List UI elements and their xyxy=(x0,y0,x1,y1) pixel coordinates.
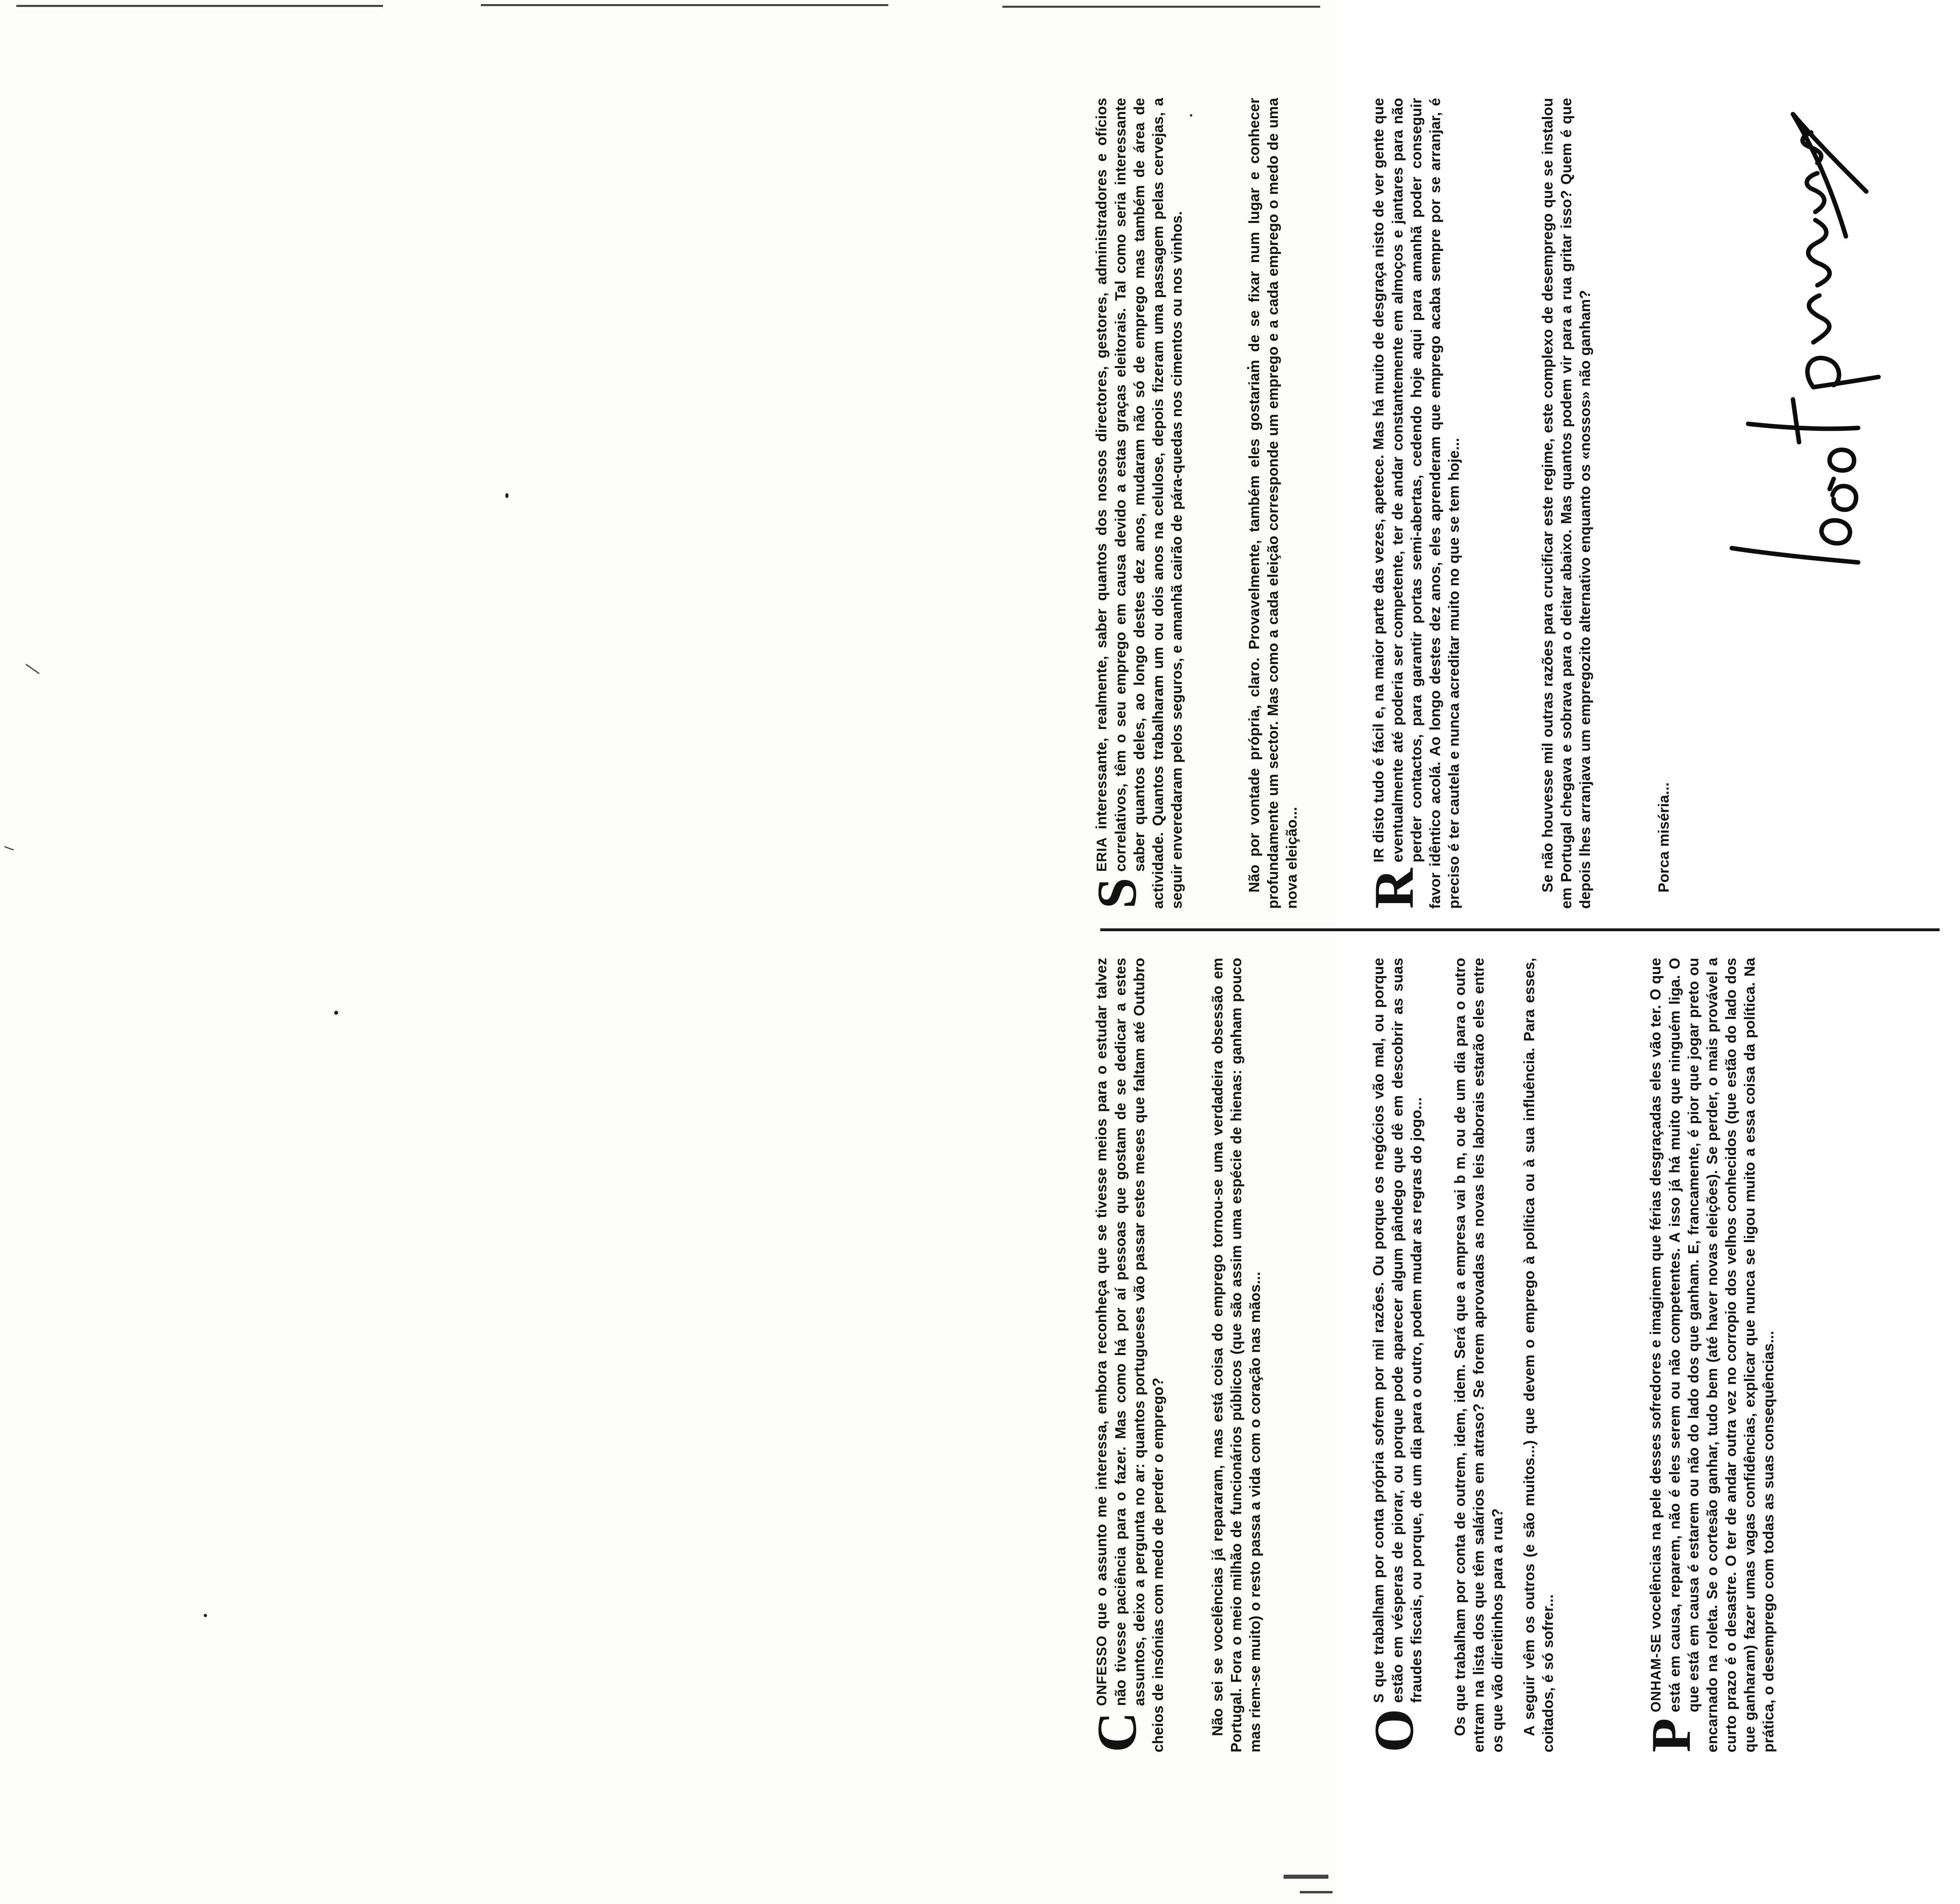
paragraph-lead-word: S xyxy=(1371,1693,1387,1703)
drop-cap: P xyxy=(1640,1718,1702,1752)
scan-edge-top-mid xyxy=(481,4,888,6)
paragraph-text: Os que trabalham por conta de outrem, idem, idem. Será que a empresa vai b m, ou de um dia para o outro entram na lista dos que têm salários em atraso? Se forem aprovadas as novas leis laborais estarão eles entre os que vão direitinhos para a rua? xyxy=(1451,958,1506,1752)
scan-edge-top-left xyxy=(16,5,383,7)
paragraph-text: que trabalham por conta própria sofrem por mil razões. Ou porque os negócios vão mal, ou porque estão em vésperas de piorar, ou porque pode aparecer algum pândego que dê em descobrir as suas fraudes fiscais, ou porque, de um dia para o outro, podem mudar as regras do jogo... xyxy=(1370,958,1425,1703)
paragraph xyxy=(1654,591,1673,909)
paragraph xyxy=(1363,958,1426,1752)
paragraph xyxy=(1086,98,1186,909)
paragraph-lead-word: ONHAM-SE xyxy=(1648,1633,1664,1712)
paragraph xyxy=(1086,958,1167,1752)
drop-cap: R xyxy=(1363,868,1425,909)
article-column-left xyxy=(1084,958,1960,1752)
paragraph-text: vocelências na pele desses sofredores e imaginem que férias desgraçadas eles vão ter. O que está em causa, reparem, não é eles serem ou não competentes. A isso já há muito que ninguém liga. O que está em causa é estarem ou não do lado dos que ganham. E, francamente, é pior que jogar preto ou encarnado na roleta. Se o cortesão ganhar, tudo bem (até haver novas eleições). Se perder, o mais provável a curto prazo é o desastre. O ter de andar outra vez no corropio dos velhos conhecidos (que estão do lado dos que ganharam) fazer umas vagas confidências, explicar que nunca se ligou muito a essa coisa da política. Na prática, o desemprego com todas as suas consequências... xyxy=(1647,958,1777,1752)
newspaper-article xyxy=(1084,90,1960,1752)
scan-speck xyxy=(334,1011,338,1015)
paragraph-text: Não por vontade própria, claro. Provavelmente, também eles gostariam de se fixar num lugar e conhecer profundamente um sector. Mas como a cada eleição corresponde um emprego e a cada emprego o medo de uma nova eleição... xyxy=(1246,98,1300,909)
paragraph xyxy=(1538,98,1594,909)
paragraph xyxy=(1208,958,1264,1752)
drop-cap: O xyxy=(1363,1708,1425,1752)
scan-edge-bottom-right-2 xyxy=(1300,1891,1332,1893)
scan-mark-left xyxy=(26,664,40,674)
drop-cap: C xyxy=(1086,1712,1148,1752)
paragraph-text: Não sei se vocelências já repararam, mas está coisa do emprego tornou-se uma verdadeira obsessão em Portugal. Fora o meio milhão de funcionários públicos (que são assim uma espécie de hienas: ganham pouco mas riem-se muito) o resto passa a vida com o coração nas mãos... xyxy=(1209,958,1263,1752)
paragraph-text: interessante, realmente, saber quantos dos nossos directores, gestores, administradores e ofícios correlativos, têm o seu emprego em causa devido a estas graças eleitorais. Tal como seria interessante saber quantos deles, ao longo destes dez anos, mudaram não só de emprego mas também de área de actividade. Quantos trabalharam um ou dois anos na celulose, depois fizeram uma passagem pelas cervejas, a seguir enveredaram pelos seguros, e amanhã cairão de pára-quedas nos cimentos ou nos vinhos. xyxy=(1093,98,1185,909)
paragraph-lead-word: IR xyxy=(1371,848,1387,863)
handwritten-signature xyxy=(1711,102,1883,571)
paragraph-text: disto tudo é fácil e, na maior parte das vezes, apetece. Mas há muito de desgraça nisto de ver gente que eventualmente até poderia ser competente, ter de andar constantemente em almoços e jantares para não perder contactos, para garantir portas semi-abertas, cedendo hoje aqui para amanhã poder conseguir favor idêntico acolá. Ao longo destes dez anos, eles aprenderam que emprego acaba sempre por se arranjar, é preciso é ter cautela e nunca acreditar muito no que se tem hoje... xyxy=(1370,98,1462,909)
scan-speck xyxy=(204,1614,207,1617)
paragraph xyxy=(1363,98,1463,909)
scan-mark-left-2 xyxy=(4,846,14,851)
scan-edge-top-right xyxy=(1002,6,1320,8)
paragraph xyxy=(1520,958,1557,1752)
scan-edge-bottom-right xyxy=(1284,1875,1328,1879)
paragraph-text: Porca miséria... xyxy=(1655,782,1672,892)
drop-cap: S xyxy=(1086,877,1148,909)
paragraph-lead-word: ERIA xyxy=(1094,837,1110,872)
paragraph xyxy=(1245,98,1301,909)
paragraph-lead-word: ONFESSO xyxy=(1094,1635,1110,1706)
paragraph xyxy=(1640,958,1778,1752)
scan-speck xyxy=(505,493,509,498)
paragraph-text: A seguir vêm os outros (e são muitos...) que devem o emprego à política ou à sua influência. Para esses, coitados, é só sofrer... xyxy=(1521,958,1556,1752)
paragraph xyxy=(1451,958,1507,1752)
column-divider xyxy=(1100,928,1940,931)
paragraph-text: Se não houvesse mil outras razões para crucificar este regime, este complexo de desemprego que se instalou em Portugal chegava e sobrava para o deitar abaixo. Mas quantos podem vir para a rua gritar isso? Quem é que depois lhes arranjava um empregozito alternativo enquanto os «nossos» não ganham? xyxy=(1539,98,1593,909)
paragraph-text: que o assunto me interessa, embora reconheça que se tivesse meios para o estudar talvez não tivesse paciência para o fazer. Mas como há por aí pessoas que gostam de se dedicar a estes assuntos, deixo a pergunta no ar: quantos portugueses vão passar estes meses que faltam até Outubro cheios de insónias com medo de perder o emprego? xyxy=(1093,958,1166,1752)
